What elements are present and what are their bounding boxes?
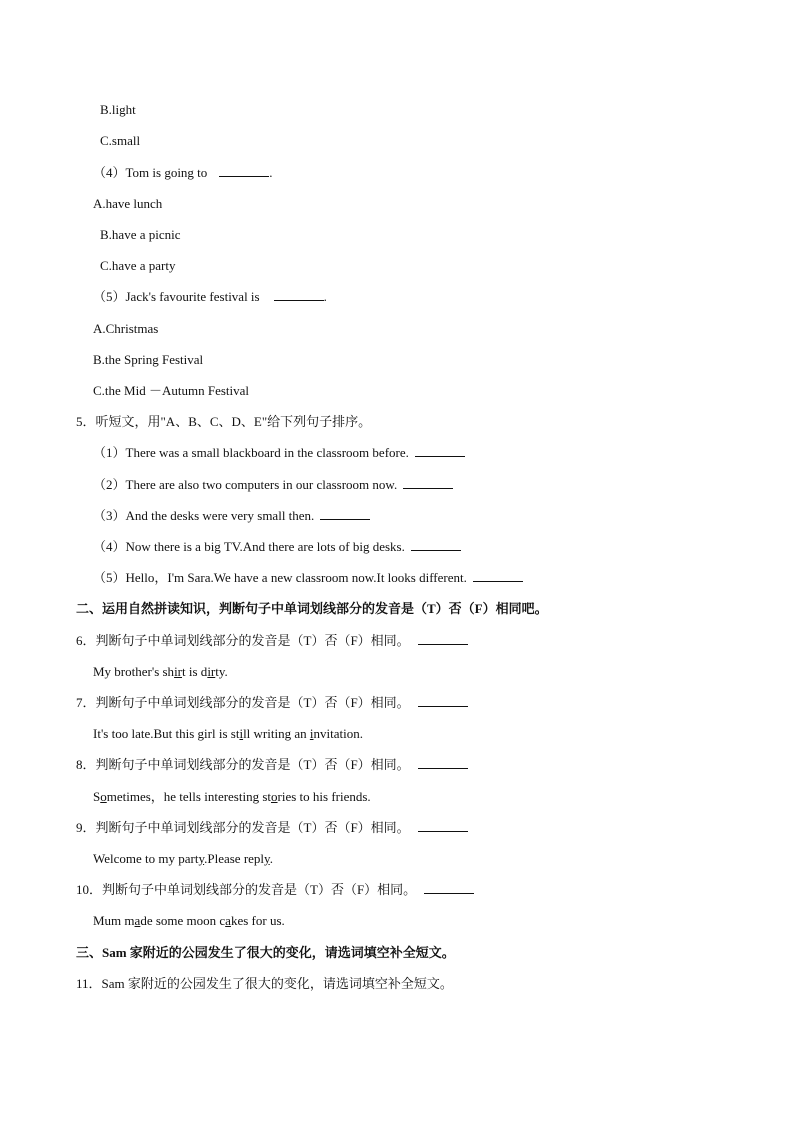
option-a-have-lunch: A.have lunch (93, 196, 163, 211)
question-6-text: 6．判断句子中单词划线部分的发音是（T）否（F）相同。 (76, 633, 410, 648)
underlined-part: a (134, 913, 141, 928)
question-6-sentence (93, 663, 228, 681)
question-4-5: （5）Jack's favourite festival is . (93, 289, 327, 304)
text-part: nvitation. (313, 726, 363, 741)
section-3-heading: 三、Sam 家附近的公园发生了很大的变化，请选词填空补全短文。 (76, 945, 455, 960)
text-part: t is d (182, 664, 208, 679)
answer-blank[interactable] (274, 288, 324, 301)
text-part: ll writing an (243, 726, 310, 741)
answer-blank[interactable] (418, 819, 468, 832)
text-part: kes for us. (230, 913, 285, 928)
text-part: ries to his friends. (277, 789, 371, 804)
option-b-have-a-picnic: B.have a picnic (100, 227, 181, 242)
question-10-text: 10．判断句子中单词划线部分的发音是（T）否（F）相同。 (76, 882, 417, 897)
sentence-5-4 (93, 538, 461, 556)
option-a-christmas: A.Christmas (93, 321, 159, 336)
question-7 (76, 694, 468, 712)
text-part: S (93, 789, 101, 804)
text-part: Mum m (93, 913, 135, 928)
question-7-text: 7．判断句子中单词划线部分的发音是（T）否（F）相同。 (76, 695, 410, 710)
answer-blank[interactable] (424, 881, 474, 894)
sentence-5-5-text: （5）Hello，I'm Sara.We have a new classroom now.It looks different. (93, 570, 467, 585)
question-4-2-text: （4）Tom is going to (93, 165, 208, 180)
sentence-5-1 (93, 444, 465, 462)
text-part: metimes，he tells interesting st (106, 789, 272, 804)
section-2-heading: 二、运用自然拼读知识，判断句子中单词划线部分的发音是（T）否（F）相同吧。 (76, 601, 548, 616)
underlined-part: y (198, 851, 205, 866)
answer-blank[interactable] (320, 507, 370, 520)
option-c-small: C.small (100, 133, 141, 148)
question-4-5-text: （5）Jack's favourite festival is (93, 289, 260, 304)
question-8-text: 8．判断句子中单词划线部分的发音是（T）否（F）相同。 (76, 757, 410, 772)
question-5-title: 5．听短文，用"A、B、C、D、E"给下列句子排序。 (76, 414, 372, 429)
sentence-5-3 (93, 507, 370, 525)
sentence-5-1-text: （1）There was a small blackboard in the classroom before. (93, 445, 409, 460)
text-part: ty. (215, 664, 228, 679)
text-part: My brother's sh (93, 664, 175, 679)
underlined-part: o (271, 789, 278, 804)
text-part: Welcome to my part (93, 851, 199, 866)
question-6 (76, 632, 468, 650)
question-8-sentence (93, 788, 371, 806)
answer-blank[interactable] (415, 444, 465, 457)
sentence-5-4-text: （4）Now there is a big TV.And there are lots of big desks. (93, 539, 405, 554)
underlined-part: i (239, 726, 244, 741)
text-part: It's too late.But this girl is st (93, 726, 240, 741)
sentence-5-2-text: （2）There are also two computers in our classroom now. (93, 477, 398, 492)
question-9-text: 9．判断句子中单词划线部分的发音是（T）否（F）相同。 (76, 820, 410, 835)
answer-blank[interactable] (403, 476, 453, 489)
question-9-sentence (93, 850, 273, 868)
answer-blank[interactable] (411, 538, 461, 551)
answer-blank[interactable] (418, 632, 468, 645)
text-part: . (269, 851, 273, 866)
underlined-part: y (264, 851, 270, 866)
question-9 (76, 819, 468, 837)
option-c-mid-autumn-festival: C.the Mid －Autumn Festival (93, 383, 250, 398)
question-4-2: （4）Tom is going to . (93, 165, 273, 180)
sentence-5-2 (93, 476, 453, 494)
question-7-sentence (93, 725, 363, 743)
underlined-part: a (225, 913, 231, 928)
answer-blank[interactable] (219, 164, 269, 177)
option-c-have-a-party: C.have a party (100, 258, 176, 273)
question-11: 11．Sam 家附近的公园发生了很大的变化，请选词填空补全短文。 (76, 976, 453, 991)
sentence-5-5 (93, 569, 523, 587)
underlined-part: o (100, 789, 107, 804)
text-part: de some moon c (140, 913, 226, 928)
question-8 (76, 756, 468, 774)
underlined-part: ir (174, 664, 183, 679)
answer-blank[interactable] (418, 756, 468, 769)
option-b-light: B.light (100, 102, 136, 117)
question-10-sentence (93, 912, 285, 930)
option-b-spring-festival: B.the Spring Festival (93, 352, 204, 367)
underlined-part: i (309, 726, 314, 741)
answer-blank[interactable] (418, 694, 468, 707)
underlined-part: ir (207, 664, 216, 679)
sentence-5-3-text: （3）And the desks were very small then. (93, 508, 315, 523)
question-10 (76, 881, 474, 899)
answer-blank[interactable] (473, 569, 523, 582)
text-part: .Please repl (204, 851, 265, 866)
